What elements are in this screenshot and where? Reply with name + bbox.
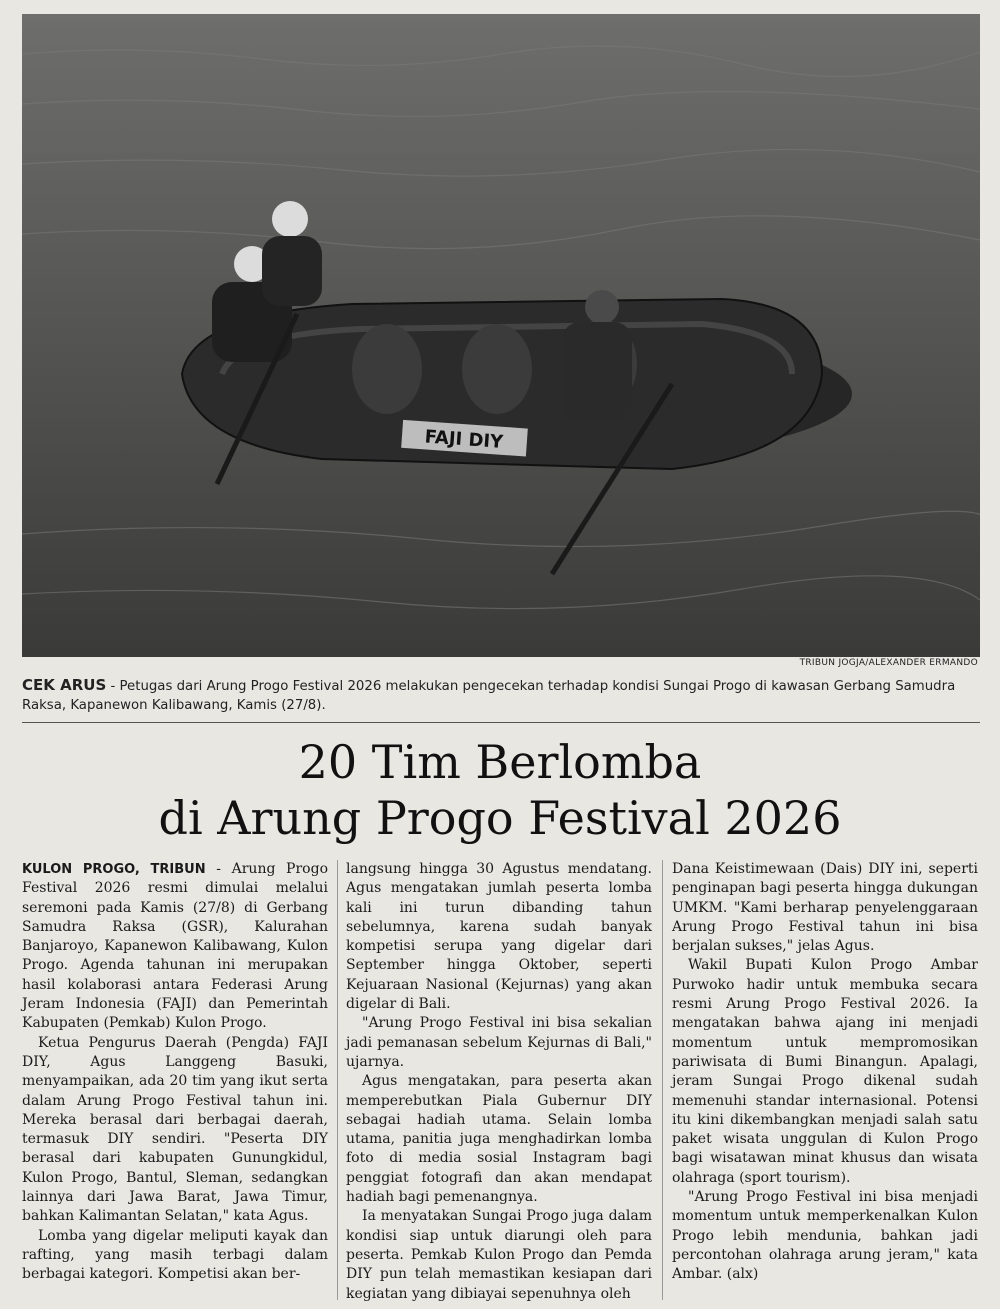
paragraph: langsung hingga 30 Agustus mendatang. Agus mengatakan jumlah peserta lomba kali ini turun dibanding tahun sebelumnya, karena sudah banyak kompetisi serupa yang digelar dari September hingga Oktober, seperti Kejuaraan Nasional (Kejurnas) yang akan digelar di Bali. bbox=[346, 861, 652, 1013]
photo-caption bbox=[22, 676, 980, 715]
paragraph-text: - Arung Progo Festival 2026 resmi dimulai melalui seremoni pada Kamis (27/8) di Gerbang Samudra Raksa (GSR), Kalurahan Banjaroyo, Kapanewon Kalibawang, Kulon Progo. Agenda tahunan ini merupakan hasil kolaborasi antara Federasi Arung Jeram Indonesia (FAJI) dan Pemerintah Kabupaten (Pemkab) Kulon Progo. bbox=[22, 861, 328, 1032]
rafting-photo bbox=[22, 14, 980, 657]
caption-label: CEK ARUS bbox=[22, 676, 107, 694]
paragraph: Agus mengatakan, para peserta akan memperebutkan Piala Gubernur DIY sebagai hadiah utama. Selain lomba utama, panitia juga menghadirkan lomba foto di media sosial Instagram bagi penggiat fotografi dan akan mendapat hadiah bagi pemenangnya. bbox=[346, 1073, 652, 1206]
divider bbox=[22, 722, 980, 723]
paragraph: Ia menyatakan Sungai Progo juga dalam kondisi siap untuk diarungi oleh para peserta. Pemkab Kulon Progo dan Pemda DIY pun telah memastikan kesiapan dari kegiatan yang dibiayai sepenuhnya oleh bbox=[346, 1208, 652, 1302]
article-body bbox=[22, 860, 980, 1300]
paragraph bbox=[22, 860, 328, 1034]
paragraph: Lomba yang digelar meliputi kayak dan rafting, yang masih terbagi dalam berbagai kategori. Kompetisi akan ber- bbox=[22, 1227, 328, 1283]
headline bbox=[0, 734, 1000, 846]
paragraph: Wakil Bupati Kulon Progo Ambar Purwoko hadir untuk membuka secara resmi Arung Progo Festival 2026. Ia mengatakan bahwa ajang ini menjadi momentum untuk mempromosikan pariwisata di Bumi Binangun. Apalagi, jeram Sungai Progo dikenal sudah memenuhi standar internasional. Potensi itu kini dikembangkan menjadi salah satu paket wisata unggulan di Kulon Progo bagi wisatawan minat khusus dan wisata olahraga (sport tourism). bbox=[672, 957, 978, 1186]
column-divider bbox=[662, 860, 663, 1300]
article-column-3 bbox=[672, 860, 978, 1285]
article-column-1 bbox=[22, 860, 328, 1285]
caption-text: - Petugas dari Arung Progo Festival 2026 melakukan pengecekan terhadap kondisi Sungai Progo di kawasan Gerbang Samudra Raksa, Kapanewon Kalibawang, Kamis (27/8). bbox=[22, 679, 956, 713]
article-column-2 bbox=[346, 860, 652, 1304]
paragraph: "Arung Progo Festival ini bisa menjadi momentum untuk memperkenalkan Kulon Progo lebih mendunia, bahkan jadi percontohan olahraga arung jeram," kata Ambar. (alx) bbox=[672, 1189, 978, 1283]
paragraph: Ketua Pengurus Daerah (Pengda) FAJI DIY, Agus Langgeng Basuki, menyampaikan, ada 20 tim yang ikut serta dalam Arung Progo Festival tahun ini. Mereka berasal dari berbagai daerah, termasuk DIY sendiri. "Peserta DIY berasal dari kabupaten Gunungkidul, Kulon Progo, Bantul, Sleman, sedangkan lainnya dari Jawa Barat, Jawa Timur, bahkan Kalimantan Selatan," kata Agus. bbox=[22, 1034, 328, 1225]
paragraph: "Arung Progo Festival ini bisa sekalian jadi pemanasan sebelum Kejurnas di Bali," ujarnya. bbox=[346, 1015, 652, 1070]
paragraph: Dana Keistimewaan (Dais) DIY ini, seperti penginapan bagi peserta hingga dukungan UMKM. "Kami berharap penyelenggaraan Arung Progo Festival tahun ini bisa berjalan sukses," jelas Agus. bbox=[672, 861, 978, 955]
dateline: KULON PROGO, TRIBUN bbox=[22, 862, 206, 877]
headline-line-1: 20 Tim Berlomba bbox=[298, 735, 702, 789]
column-divider bbox=[337, 860, 338, 1300]
headline-line-2: di Arung Progo Festival 2026 bbox=[158, 791, 842, 845]
photo-credit: TRIBUN JOGJA/ALEXANDER ERMANDO bbox=[799, 658, 978, 668]
boat-label: FAJI DIY bbox=[424, 426, 504, 453]
rafting-photo-icon bbox=[22, 14, 980, 657]
